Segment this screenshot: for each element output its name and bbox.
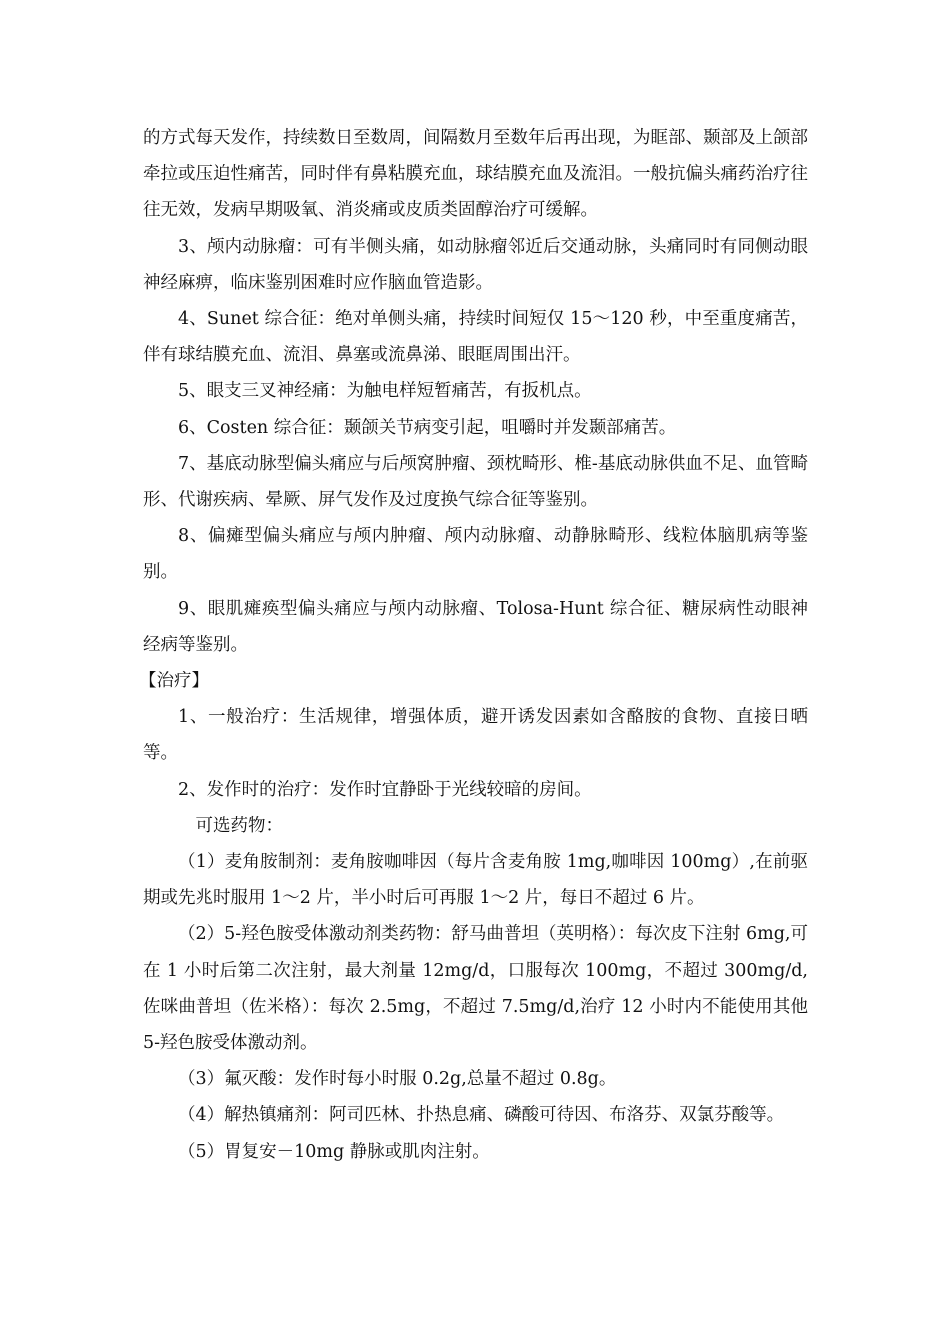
paragraph-general-treatment: 1、一般治疗：生活规律，增强体质，避开诱发因素如含酪胺的食物、直接日晒等。 (143, 707, 808, 764)
paragraph-drug-2: （2）5-羟色胺受体激动剂类药物：舒马曲普坦（英明格）：每次皮下注射 6mg,可在 1 小时后第二次注射，最大剂量 12mg/d，口服每次 100mg，不超过 300mg/d,佐咪曲普坦（佐米格）：每次 2.5mg，不超过 7.5mg/d,治疗 12 小时内不能使用其他 5-羟色胺受体激动剂。 (143, 924, 808, 1054)
section-heading-treatment: 【治疗】 (139, 671, 209, 692)
paragraph-attack-treatment: 2、发作时的治疗：发作时宜静卧于光线较暗的房间。 (178, 779, 592, 800)
paragraph-item-6: 6、Costen 综合征：颞颌关节病变引起，咀嚼时并发颞部痛苦。 (178, 417, 677, 438)
paragraph-item-5: 5、眼支三叉神经痛：为触电样短暂痛苦，有扳机点。 (178, 381, 592, 402)
paragraph-drug-3: （3）氟灭酸：发作时每小时服 0.2g,总量不超过 0.8g。 (178, 1069, 617, 1090)
paragraph-item-8: 8、偏瘫型偏头痛应与颅内肿瘤、颅内动脉瘤、动静脉畸形、线粒体脑肌病等鉴别。 (143, 526, 808, 583)
paragraph-item-4: 4、Sunet 综合征：绝对单侧头痛，持续时间短仅 15～120 秒，中至重度痛苦，伴有球结膜充血、流泪、鼻塞或流鼻涕、眼眶周围出汗。 (143, 309, 808, 366)
paragraph-drug-5: （5）胃复安－10mg 静脉或肌肉注射。 (178, 1141, 490, 1162)
paragraph-item-7: 7、基底动脉型偏头痛应与后颅窝肿瘤、颈枕畸形、椎-基底动脉供血不足、血管畸形、代谢疾病、晕厥、屏气发作及过度换气综合征等鉴别。 (143, 453, 808, 511)
paragraph-item-3: 3、颅内动脉瘤：可有半侧头痛，如动脉瘤邻近后交通动脉，头痛同时有同侧动眼神经麻痹，临床鉴别困难时应作脑血管造影。 (143, 236, 808, 293)
paragraph-item-9: 9、眼肌瘫痪型偏头痛应与颅内动脉瘤、Tolosa-Hunt 综合征、糖尿病性动眼神经病等鉴别。 (143, 598, 808, 655)
paragraph-drug-1: （1）麦角胺制剂：麦角胺咖啡因（每片含麦角胺 1mg,咖啡因 100mg）,在前驱期或先兆时服用 1～2 片，半小时后可再服 1～2 片，每日不超过 6 片。 (143, 852, 808, 909)
paragraph-drug-4: （4）解热镇痛剂：阿司匹林、扑热息痛、磷酸可待因、布洛芬、双氯芬酸等。 (178, 1105, 785, 1126)
document-body (139, 120, 808, 1170)
paragraph-cluster-headache-continued: 的方式每天发作，持续数日至数周，间隔数月至数年后再出现，为眶部、颞部及上颌部牵拉或压迫性痛苦，同时伴有鼻粘膜充血，球结膜充血及流泪。一般抗偏头痛药治疗往往无效，发病早期吸氧、消炎痛或皮质类固醇治疗可缓解。 (143, 128, 808, 221)
paragraph-drug-options: 可选药物： (195, 815, 283, 836)
